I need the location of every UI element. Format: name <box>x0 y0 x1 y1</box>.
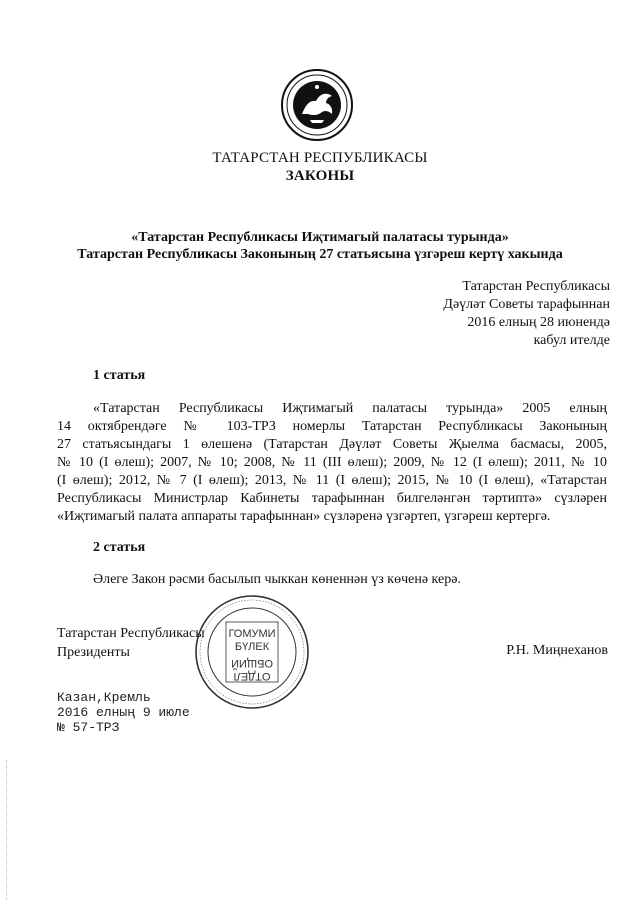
official-stamp <box>192 592 312 712</box>
adoption-block <box>443 278 610 350</box>
adoption-line: Татарстан Республикасы <box>462 279 610 294</box>
law-number: № 57-ТРЗ <box>57 720 120 735</box>
adoption-line: кабул ителде <box>533 333 610 348</box>
header-law: ЗАКОНЫ <box>285 168 355 184</box>
text-line: 27 статьясындагы 1 өлешенә (Татарстан Дәүләт Советы Җыелма басмасы, 2005, <box>57 437 607 452</box>
stamp-text: БҮЛЕК <box>234 641 270 653</box>
coat-of-arms-emblem <box>280 68 354 142</box>
article-2-heading: 2 статья <box>93 540 146 555</box>
stamp-text: ОТДЕЛ <box>233 670 271 682</box>
text-line: Республикасы Министрлар Кабинеты тарафыннан билгеләнгән тәртиптә» сүзләрен <box>57 491 607 506</box>
signatory-name: Р.Н. Миңнеханов <box>506 643 608 658</box>
adoption-line: Дәүләт Советы тарафыннан <box>443 297 610 312</box>
article-1-text <box>57 400 607 526</box>
article-1-heading: 1 статья <box>93 368 146 383</box>
signatory-title-line: Татарстан Республикасы <box>57 626 205 641</box>
article-2-text: Әлеге Закон рәсми басылып чыккан көненнән үз көченә керә. <box>93 572 461 587</box>
text-line: «Иҗтимагый палата аппараты тарафыннан» сүзләренә үзгәртеп, үзгәреш кертергә. <box>57 509 551 524</box>
law-title-line-2: Татарстан Республикасы Законының 27 статьясына үзгәреш кертү хакында <box>77 247 563 262</box>
scan-edge-mark <box>6 760 8 900</box>
text-line: 14 октябрендәге № 103-ТРЗ номерлы Татарстан Республикасы Законының <box>57 419 607 434</box>
law-title-line-1: «Татарстан Республикасы Иҗтимагый палатасы турында» <box>131 230 509 245</box>
signatory-title-line: Президенты <box>57 645 130 660</box>
stamp-text: ГОМУМИ <box>228 628 276 640</box>
adoption-line: 2016 елның 28 июнендә <box>467 315 610 330</box>
text-line: (I өлеш); 2012, № 7 (I өлеш); 2013, № 11 (I өлеш); 2015, № 10 (I өлеш), «Татарстан <box>57 473 607 488</box>
date-line: 2016 елның 9 июле <box>57 705 190 720</box>
signatory-title <box>57 624 205 662</box>
header-republic: ТАТАРСТАН РЕСПУБЛИКАСЫ <box>212 150 428 166</box>
place-date-number <box>57 690 190 735</box>
text-line: «Татарстан Республикасы Иҗтимагый палатасы турында» 2005 елның <box>93 401 607 416</box>
stamp-text: ОБЩИЙ <box>231 657 273 669</box>
text-line: № 10 (I өлеш); 2007, № 10; 2008, № 11 (III өлеш); 2009, № 12 (I өлеш); 2011, № 10 <box>57 455 607 470</box>
place-line: Казан,Кремль <box>57 690 151 705</box>
